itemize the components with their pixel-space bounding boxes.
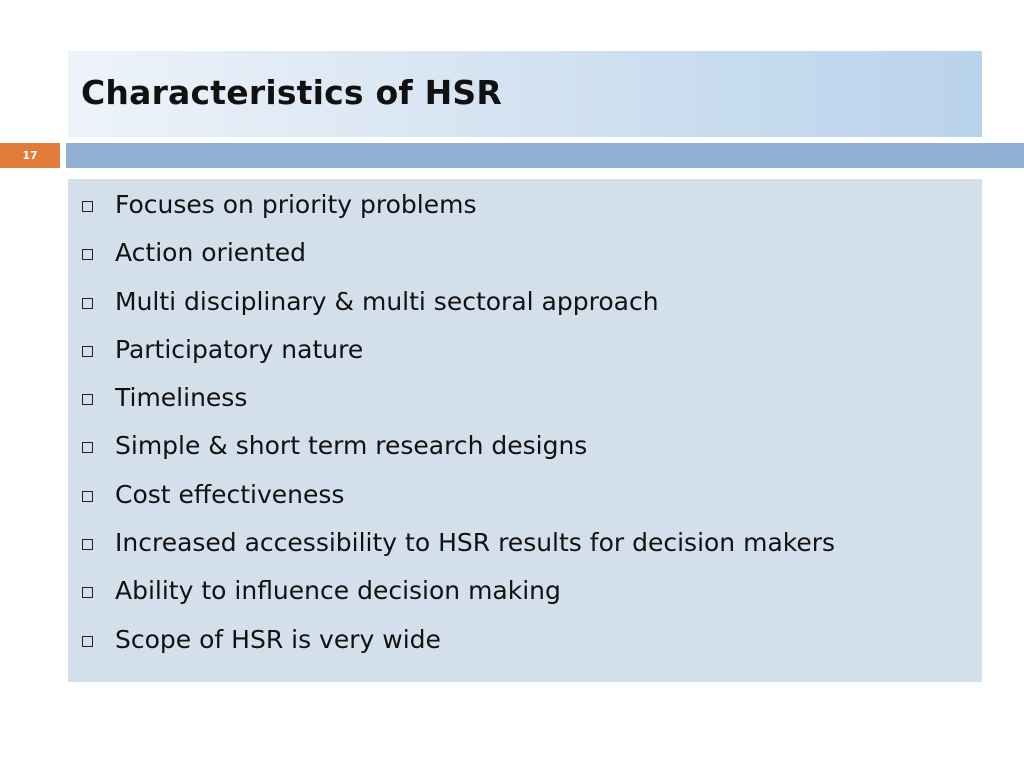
hollow-square-bullet-icon xyxy=(82,298,93,309)
bullet-text: Simple & short term research designs xyxy=(115,431,588,461)
hollow-square-bullet-icon xyxy=(82,201,93,212)
bullet-text: Multi disciplinary & multi sectoral approach xyxy=(115,286,659,316)
bullet-text: Ability to influence decision making xyxy=(115,576,561,606)
bullet-text: Action oriented xyxy=(115,238,307,268)
slide-number-badge: 17 xyxy=(0,143,60,168)
hollow-square-bullet-icon xyxy=(82,249,93,260)
title-banner xyxy=(68,51,982,137)
hollow-square-bullet-icon xyxy=(82,539,93,550)
title-divider-bar xyxy=(66,143,1024,168)
slide-title: Characteristics of HSR xyxy=(81,73,502,112)
bullet-text: Timeliness xyxy=(115,383,248,413)
bullet-text: Increased accessibility to HSR results for decision makers xyxy=(115,528,836,558)
bullet-text: Scope of HSR is very wide xyxy=(115,624,441,654)
hollow-square-bullet-icon xyxy=(82,394,93,405)
bullet-text: Focuses on priority problems xyxy=(115,190,477,219)
hollow-square-bullet-icon xyxy=(82,636,93,647)
bullet-text: Cost effectiveness xyxy=(115,479,345,509)
bullet-text: Participatory nature xyxy=(115,334,364,364)
hollow-square-bullet-icon xyxy=(82,346,93,357)
hollow-square-bullet-icon xyxy=(82,442,93,453)
hollow-square-bullet-icon xyxy=(82,491,93,502)
hollow-square-bullet-icon xyxy=(82,587,93,598)
content-panel xyxy=(68,179,982,682)
